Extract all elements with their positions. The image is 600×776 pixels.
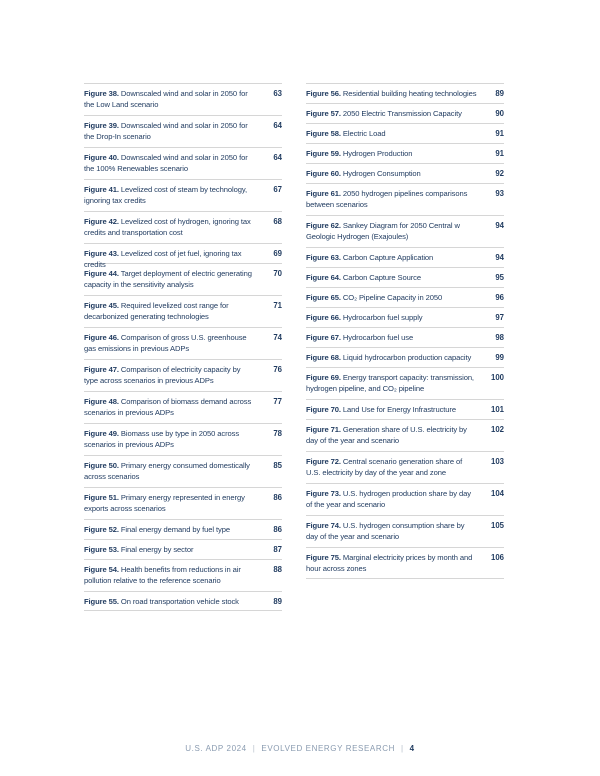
toc-entry[interactable]: [306, 287, 504, 307]
figure-label: Figure 69.: [306, 373, 341, 382]
toc-entry[interactable]: [306, 547, 504, 579]
toc-entry-text: [84, 596, 256, 607]
figure-title: Biomass use by type in 2050 across scenarios in previous ADPs: [84, 429, 240, 449]
toc-entry-text: [306, 272, 478, 283]
figure-label: Figure 50.: [84, 461, 119, 470]
footer-page-number: 4: [409, 744, 415, 753]
page-number: 97: [495, 313, 504, 322]
footer-separator: |: [252, 744, 256, 753]
page-number: 86: [273, 525, 282, 534]
footer-report-title: U.S. ADP 2024: [185, 744, 247, 753]
toc-entry-text: [306, 552, 478, 574]
figure-label: Figure 72.: [306, 457, 341, 466]
page-number: 93: [495, 189, 504, 198]
page-number: 92: [495, 169, 504, 178]
page-number: 74: [273, 333, 282, 342]
page-number: 89: [273, 597, 282, 606]
toc-entry[interactable]: [84, 487, 282, 519]
page-number: 101: [490, 405, 504, 414]
toc-entry[interactable]: [84, 115, 282, 147]
toc-entry-text: [306, 188, 478, 210]
figure-title: Downscaled wind and solar in 2050 for the 100% Renewables scenario: [84, 153, 248, 173]
page-footer: [0, 744, 600, 753]
figure-title: Hydrocarbon fuel supply: [342, 313, 423, 322]
toc-entry-text: [84, 300, 256, 322]
figure-label: Figure 60.: [306, 169, 341, 178]
page-number: 78: [273, 429, 282, 438]
page-number: 95: [495, 273, 504, 282]
toc-entry-text: [306, 312, 478, 323]
footer-separator: |: [400, 744, 404, 753]
toc-entry-text: [84, 460, 256, 482]
toc-entry-text: [306, 404, 478, 415]
page-number: 91: [495, 149, 504, 158]
toc-entry[interactable]: [306, 483, 504, 515]
figure-title: Levelized cost of jet fuel, ignoring tax credits: [84, 249, 242, 269]
figure-title: Required levelized cost range for decarbonized generating technologies: [84, 301, 229, 321]
figure-label: Figure 49.: [84, 429, 119, 438]
figure-label: Figure 40.: [84, 153, 119, 162]
page-number: 99: [495, 353, 504, 362]
figure-title: Electric Load: [342, 129, 386, 138]
toc-entry-text: [306, 352, 478, 363]
page-number: 85: [273, 461, 282, 470]
toc-entry-text: [306, 168, 478, 179]
toc-entry[interactable]: [306, 143, 504, 163]
figure-title: U.S. hydrogen production share by day of the year and scenario: [306, 489, 471, 509]
figure-title: Target deployment of electric generating capacity in the sensitivity analysis: [84, 269, 252, 289]
toc-entry-text: [306, 424, 478, 446]
toc-entry-text: [84, 248, 256, 270]
toc-entry[interactable]: [306, 103, 504, 123]
figure-label: Figure 68.: [306, 353, 341, 362]
toc-entry[interactable]: [84, 211, 282, 243]
page-number: 76: [273, 365, 282, 374]
page-number: 105: [490, 521, 504, 530]
toc-entry[interactable]: [84, 391, 282, 423]
toc-entry[interactable]: [306, 515, 504, 547]
toc-entry[interactable]: [306, 247, 504, 267]
figure-label: Figure 39.: [84, 121, 119, 130]
figure-label: Figure 44.: [84, 269, 119, 278]
figure-title: Carbon Capture Application: [342, 253, 434, 262]
toc-entry[interactable]: [306, 419, 504, 451]
toc-entry[interactable]: [306, 451, 504, 483]
figure-title: Central scenario generation share of U.S. electricity by day of the year and zone: [306, 457, 463, 477]
page-number: 63: [273, 89, 282, 98]
toc-entry-text: [84, 524, 256, 535]
toc-entry-text: [84, 332, 256, 354]
toc-entry-text: [306, 292, 478, 303]
toc-entry[interactable]: [84, 455, 282, 487]
toc-entry-text: [306, 148, 478, 159]
toc-entry-text: [306, 488, 478, 510]
page-number: 91: [495, 129, 504, 138]
figure-label: Figure 53.: [84, 545, 119, 554]
figure-title: Marginal electricity prices by month and hour across zones: [306, 553, 473, 573]
footer-organization: EVOLVED ENERGY RESEARCH: [261, 744, 395, 753]
page-number: 94: [495, 221, 504, 230]
page-number: 87: [273, 545, 282, 554]
figure-title: Carbon Capture Source: [342, 273, 421, 282]
page-number: 89: [495, 89, 504, 98]
figure-title: Levelized cost of hydrogen, ignoring tax credits and transportation cost: [84, 217, 251, 237]
figure-title: U.S. hydrogen consumption share by day of the year and scenario: [306, 521, 465, 541]
toc-entry[interactable]: [84, 83, 282, 115]
page-number: 86: [273, 493, 282, 502]
figure-label: Figure 42.: [84, 217, 119, 226]
page-number: 67: [273, 185, 282, 194]
toc-entry-text: [306, 88, 478, 99]
toc-entry-text: [84, 88, 256, 110]
figure-label: Figure 58.: [306, 129, 341, 138]
toc-entry-text: [84, 364, 256, 386]
figure-label: Figure 73.: [306, 489, 341, 498]
figure-title: Primary energy represented in energy exports across scenarios: [84, 493, 245, 513]
figure-label: Figure 41.: [84, 185, 119, 194]
figure-label: Figure 56.: [306, 89, 341, 98]
figure-title: Comparison of biomass demand across scenarios in previous ADPs: [84, 397, 252, 417]
figure-title: Comparison of electricity capacity by type across scenarios in previous ADPs: [84, 365, 241, 385]
figure-title: Hydrogen Consumption: [342, 169, 421, 178]
page-number: 70: [273, 269, 282, 278]
toc-entry-text: [84, 216, 256, 238]
page-number: 69: [273, 249, 282, 258]
page-number: 71: [273, 301, 282, 310]
figure-label: Figure 46.: [84, 333, 119, 342]
figure-label: Figure 54.: [84, 565, 119, 574]
figure-label: Figure 64.: [306, 273, 341, 282]
toc-entry-text: [84, 184, 256, 206]
figure-title: Downscaled wind and solar in 2050 for the Drop-In scenario: [84, 121, 248, 141]
toc-entry[interactable]: [84, 243, 282, 269]
toc-entry-text: [84, 268, 256, 290]
page-number: 94: [495, 253, 504, 262]
toc-entry[interactable]: [84, 519, 282, 539]
toc-entry[interactable]: [84, 539, 282, 559]
toc-entry[interactable]: [84, 359, 282, 391]
figure-title: Hydrogen Production: [342, 149, 413, 158]
page-number: 103: [490, 457, 504, 466]
figure-label: Figure 75.: [306, 553, 341, 562]
page-number: 104: [490, 489, 504, 498]
page-number: 102: [490, 425, 504, 434]
toc-entry-text: [306, 220, 478, 242]
toc-entry[interactable]: [306, 267, 504, 287]
figure-label: Figure 57.: [306, 109, 341, 118]
toc-entry-text: [306, 456, 478, 478]
toc-entry[interactable]: [306, 215, 504, 247]
figure-title: Sankey Diagram for 2050 Central w Geologic Hydrogen (Exajoules): [306, 221, 460, 241]
toc-entry-text: [306, 372, 478, 394]
figure-label: Figure 74.: [306, 521, 341, 530]
toc-entry[interactable]: [306, 307, 504, 327]
figure-title: 2050 hydrogen pipelines comparisons between scenarios: [306, 189, 468, 209]
figure-title: Residential building heating technologies: [342, 89, 477, 98]
page-number: 106: [490, 553, 504, 562]
toc-entry[interactable]: [84, 423, 282, 455]
figure-label: Figure 63.: [306, 253, 341, 262]
figure-title: CO₂ Pipeline Capacity in 2050: [342, 293, 443, 302]
page-number: 96: [495, 293, 504, 302]
figure-title: Land Use for Energy Infrastructure: [342, 405, 456, 414]
figure-label: Figure 45.: [84, 301, 119, 310]
page-number: 68: [273, 217, 282, 226]
toc-entry[interactable]: [306, 123, 504, 143]
figure-label: Figure 70.: [306, 405, 341, 414]
toc-entry[interactable]: [306, 347, 504, 367]
figure-label: Figure 71.: [306, 425, 341, 434]
toc-entry[interactable]: [84, 179, 282, 211]
toc-entry-text: [306, 128, 478, 139]
toc-entry[interactable]: [306, 163, 504, 183]
figure-title: On road transportation vehicle stock: [120, 597, 239, 606]
figure-label: Figure 55.: [84, 597, 119, 606]
toc-entry[interactable]: [84, 559, 282, 591]
figure-label: Figure 48.: [84, 397, 119, 406]
figure-label: Figure 59.: [306, 149, 341, 158]
page-number: 98: [495, 333, 504, 342]
toc-entry[interactable]: [84, 295, 282, 327]
figure-label: Figure 51.: [84, 493, 119, 502]
figure-title: Liquid hydrocarbon production capacity: [342, 353, 472, 362]
toc-entry-text: [84, 564, 256, 586]
figure-title: Energy transport capacity: transmission, hydrogen pipeline, and CO₂ pipeline: [306, 373, 474, 393]
figure-label: Figure 47.: [84, 365, 119, 374]
figure-label: Figure 62.: [306, 221, 341, 230]
page-number: 100: [490, 373, 504, 382]
toc-entry[interactable]: [84, 147, 282, 179]
figure-title: Primary energy consumed domestically across scenarios: [84, 461, 250, 481]
toc-entry-text: [84, 428, 256, 450]
toc-entry-text: [306, 520, 478, 542]
toc-entry[interactable]: [306, 183, 504, 215]
figure-label: Figure 43.: [84, 249, 119, 258]
figure-title: Health benefits from reductions in air pollution relative to the reference scenario: [84, 565, 241, 585]
toc-entry-text: [306, 252, 478, 263]
toc-entry[interactable]: [306, 83, 504, 103]
page-number: 64: [273, 153, 282, 162]
toc-entry[interactable]: [84, 591, 282, 611]
page-number: 77: [273, 397, 282, 406]
toc-entry[interactable]: [306, 399, 504, 419]
figure-label: Figure 66.: [306, 313, 341, 322]
figure-title: 2050 Electric Transmission Capacity: [342, 109, 462, 118]
toc-entry-text: [84, 544, 256, 555]
toc-entry[interactable]: [306, 367, 504, 399]
figure-label: Figure 61.: [306, 189, 341, 198]
figure-title: Hydrocarbon fuel use: [342, 333, 414, 342]
page-number: 90: [495, 109, 504, 118]
toc-entry[interactable]: [306, 327, 504, 347]
figure-title: Generation share of U.S. electricity by day of the year and scenario: [306, 425, 467, 445]
toc-entry[interactable]: [84, 263, 282, 295]
toc-entry[interactable]: [84, 327, 282, 359]
figure-title: Levelized cost of steam by technology, ignoring tax credits: [84, 185, 247, 205]
page-number: 64: [273, 121, 282, 130]
toc-left-column: [84, 83, 282, 611]
figure-title: Comparison of gross U.S. greenhouse gas emissions in previous ADPs: [84, 333, 247, 353]
figure-title: Downscaled wind and solar in 2050 for the Low Land scenario: [84, 89, 248, 109]
figure-title: Final energy by sector: [120, 545, 194, 554]
toc-entry-text: [84, 396, 256, 418]
toc-entry-text: [84, 492, 256, 514]
figure-label: Figure 52.: [84, 525, 119, 534]
toc-entry-text: [306, 332, 478, 343]
toc-entry-text: [84, 152, 256, 174]
page-number: 88: [273, 565, 282, 574]
toc-entry-text: [84, 120, 256, 142]
toc-entry-text: [306, 108, 478, 119]
toc-right-column: [306, 83, 504, 579]
figure-label: Figure 65.: [306, 293, 341, 302]
figure-title: Final energy demand by fuel type: [120, 525, 230, 534]
figure-label: Figure 38.: [84, 89, 119, 98]
figure-label: Figure 67.: [306, 333, 341, 342]
